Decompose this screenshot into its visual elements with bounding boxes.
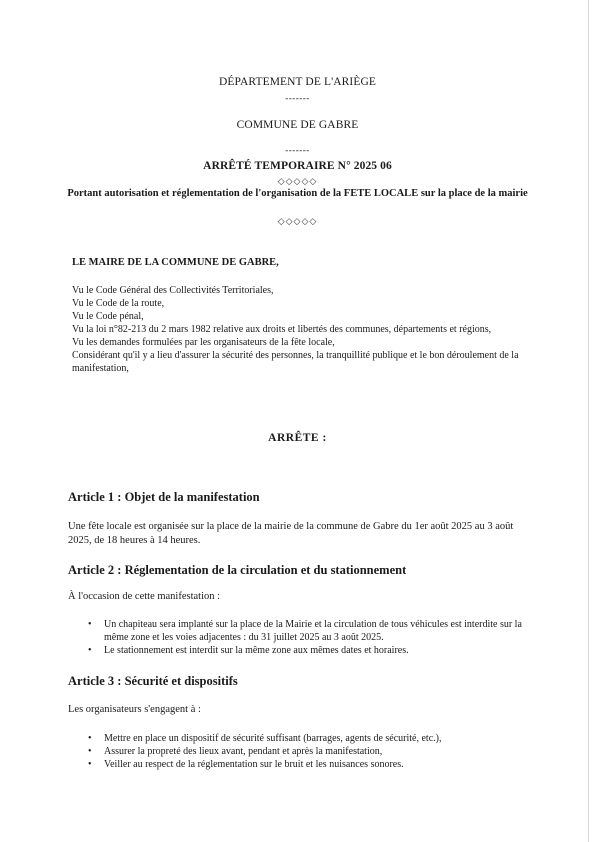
article-1-title: Article 1 : Objet de la manifestation [68,490,260,504]
list-item [88,745,528,758]
arrete-number: ARRÊTÉ TEMPORAIRE N° 2025 06 [203,160,392,172]
list-item-text: Mettre en place un dispositif de sécurité suffisant (barrages, agents de sécurité, etc.), [104,733,442,744]
bullet-glyph: • [88,619,92,630]
visa-item: Vu le Code Général des Collectivités Territoriales, [72,285,274,296]
ornament-divider: ◇◇◇◇◇ [277,216,318,226]
visa-item: Vu le Code de la route, [72,298,165,309]
commune-heading: COMMUNE DE GABRE [236,119,359,131]
article-3-title: Article 3 : Sécurité et dispositifs [68,674,238,688]
list-item-text: Veiller au respect de la réglementation sur le bruit et les nuisances sonores. [104,759,404,770]
list-item [88,732,528,745]
maire-line: LE MAIRE DE LA COMMUNE DE GABRE, [72,257,279,268]
article-2-intro: À l'occasion de cette manifestation : [68,591,221,602]
list-item [88,644,528,657]
article-3-intro: Les organisateurs s'engagent à : [68,704,201,715]
list-item-text: Le stationnement est interdit sur la même zone aux mêmes dates et horaires. [104,645,409,656]
visa-item: Considérant qu'il y a lieu d'assurer la sécurité des personnes, la tranquillité publique et le bon déroulement de la manifestation, [72,350,519,374]
visas-list [72,284,534,375]
visa-item: Vu le Code pénal, [72,311,144,322]
bullet-glyph: • [88,733,92,744]
article-1-text: Une fête locale est organisée sur la place de la mairie de la commune de Gabre du 1er août 2025 au 3 août 2025, de 18 heures à 14 heures. [68,521,514,546]
visa-item: Vu la loi n°82-213 du 2 mars 1982 relative aux droits et libertés des communes, départements et régions, [72,324,492,335]
arrete-subtitle: Portant autorisation et réglementation de l'organisation de la FETE LOCALE sur la place de la mairie [67,188,528,199]
list-item [88,758,528,771]
ornament-divider: ◇◇◇◇◇ [277,176,318,186]
list-item-text: Assurer la propreté des lieux avant, pendant et après la manifestation, [104,746,383,757]
separator-dashes: ------- [285,145,310,155]
scan-edge-line [588,0,589,842]
list-item [88,618,528,644]
bullet-glyph: • [88,746,92,757]
article-2-title: Article 2 : Réglementation de la circulation et du stationnement [68,563,407,577]
bullet-glyph: • [88,645,92,656]
article-2-list [88,618,528,657]
article-3-list [88,732,528,771]
department-heading: DÉPARTEMENT DE L'ARIÈGE [218,76,376,88]
arrete-heading: ARRÊTE : [268,432,327,444]
visa-item: Vu les demandes formulées par les organisateurs de la fête locale, [72,337,335,348]
list-item-text: Un chapiteau sera implanté sur la place de la Mairie et la circulation de tous véhicules est interdite sur la même zone et les voies adjacentes : du 31 juillet 2025 au 3 août 2025. [104,619,522,643]
separator-dashes: ------- [285,93,310,103]
bullet-glyph: • [88,759,92,770]
